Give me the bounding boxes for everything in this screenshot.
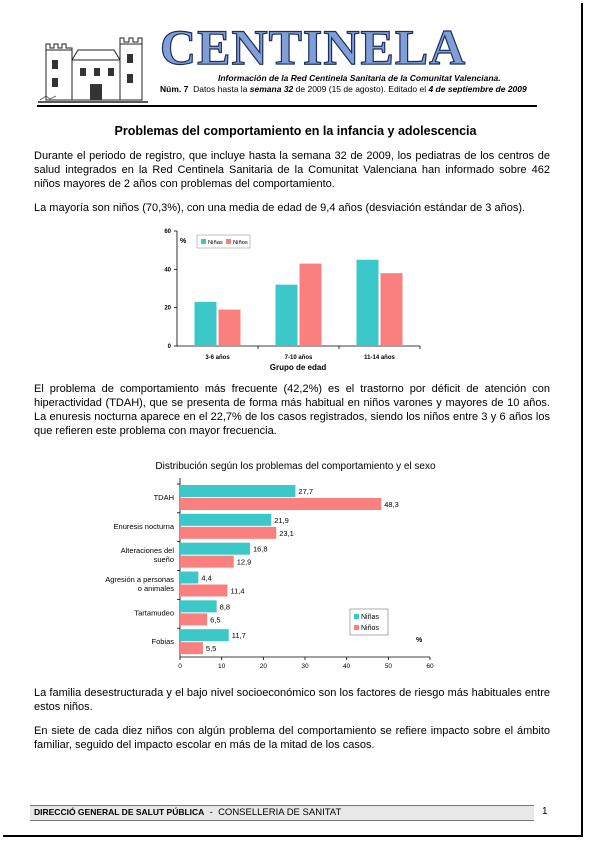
chart2-category-label: Alteraciones del sueño	[120, 546, 174, 565]
article-title: Problemas del comportamiento en la infancia y adolescencia	[114, 124, 477, 138]
chart2-data-label: 8,8	[219, 602, 231, 612]
chart1-legend	[197, 235, 250, 248]
footer-org: DIRECCIÓ GENERAL DE SALUT PÚBLICA	[34, 807, 205, 817]
chart2-legend	[350, 609, 388, 635]
chart1-bar-ninos-7-10-anos	[300, 264, 322, 346]
chart2-x-axis-label: %	[416, 637, 423, 644]
chart1-bar-ninas-3-6-anos	[195, 302, 217, 346]
chart1-legend-swatch-ninas	[201, 239, 206, 244]
chart2-x-tick-label: 40	[343, 663, 351, 670]
chart1-y-tick-label: 60	[164, 229, 171, 235]
chart1-y-tick-label: 0	[167, 344, 171, 350]
masthead-meta	[160, 84, 527, 94]
chart2-bar-ninas-alteraciones-del-sueno	[180, 543, 250, 555]
chart2-category-label: Tartamudeo	[134, 608, 174, 618]
chart2-category-label: Agresión a personas o animales	[105, 575, 174, 593]
chart2-category-label: Enuresis nocturna	[113, 521, 174, 531]
chart2-bar-ninas-enuresis-nocturna	[180, 514, 271, 526]
chart2-data-label: 12,9	[236, 557, 252, 567]
chart1-y-axis-label: %	[180, 238, 187, 245]
masthead-title: CENTINELA	[160, 19, 467, 75]
chart2-data-label: 5,5	[205, 644, 217, 654]
chart2-data-label: 11,4	[230, 586, 245, 596]
chart2-bar-ninos-tartamudeo	[180, 613, 207, 625]
chart2-x-tick-label: 20	[259, 663, 267, 670]
header-rule	[37, 105, 537, 107]
chart2-x-tick-label: 50	[384, 663, 392, 670]
chart2-bar-ninos-enuresis-nocturna	[180, 527, 276, 539]
chart2-data-label: 16,8	[253, 544, 268, 554]
chart2-category-label: Fobias	[151, 637, 174, 647]
chart1-x-tick-label: 3-6 años	[205, 355, 230, 361]
chart2-x-tick-label: 30	[301, 663, 309, 670]
chart2-data-label: 11,7	[231, 631, 246, 641]
chart1-bar-ninos-11-14-anos	[381, 273, 403, 346]
chart2-bar-ninas-tartamudeo	[180, 600, 217, 612]
paragraph-impact: En siete de cada diez niños con algún problema del comportamiento se refiere impacto sobre el ámbito familiar, seguido del impacto escolar en más de la mitad de los casos.	[34, 725, 550, 751]
chart1-x-tick-label: 7-10 años	[284, 355, 313, 361]
chart1-y-tick-label: 20	[164, 305, 171, 312]
chart2-category-label: TDAH	[153, 493, 174, 502]
paragraph-risk-factors: La familia desestructurada y el bajo nivel socioeconómico son los factores de riesgo más habituales entre estos niños.	[34, 687, 550, 713]
chart1-legend-swatch-ninos	[226, 239, 231, 244]
chart2-x-tick-label: 10	[218, 663, 226, 670]
chart2-data-label: 27,7	[298, 487, 314, 496]
chart1-legend-label-ninas: Niñas	[208, 240, 223, 246]
chart1-bar-ninas-7-10-anos	[276, 285, 298, 346]
chart2-bar-ninos-tdah	[180, 498, 381, 510]
page-number: 1	[542, 806, 548, 817]
meta-text-a: Datos hasta la	[193, 84, 248, 94]
age-group-bar-chart	[150, 222, 440, 380]
chart2-bar-ninas-agresion-a-personas-o-animales	[180, 572, 198, 584]
footer-dept: CONSELLERIA DE SANITAT	[218, 807, 342, 818]
chart2-bar-ninas-tdah	[180, 485, 295, 497]
chart1-y-tick-label: 40	[164, 267, 171, 274]
chart1-x-tick-label: 11-14 años	[364, 355, 395, 361]
chart2-bar-ninos-alteraciones-del-sueno	[180, 556, 234, 568]
footer-separator: -	[209, 807, 213, 818]
masthead-subtitle: Información de la Red Centinela Sanitaria de la Comunitat Valenciana.	[218, 73, 501, 83]
issue-number: Núm. 7	[160, 84, 189, 94]
problems-by-sex-bar-chart	[98, 474, 448, 672]
chart1-bar-ninos-3-6-anos	[219, 310, 241, 346]
chart2-legend-swatch-ninos	[354, 625, 359, 630]
meta-date: 4 de septiembre de 2009	[428, 84, 527, 94]
chart2-legend-label-ninas: Niñas	[361, 614, 379, 621]
chart2-x-tick-label: 0	[178, 663, 182, 670]
paragraph-tdah: El problema de comportamiento más frecuente (42,2%) es el trastorno por déficit de atención con hiperactividad (TDAH), que se presenta de forma más habitual en niños varones y mayores de 10 años. La enuresis nocturna aparece en el 22,7% de los casos registrados, siendo los niños entre 3 y 6 años los que refieren este problema con mayor frecuencia.	[34, 383, 550, 437]
chart1-legend-label-ninos: Niños	[233, 240, 248, 246]
chart2-data-label: 4,4	[201, 573, 212, 583]
chart1-bar-ninas-11-14-anos	[357, 260, 379, 346]
footer-text	[34, 807, 341, 818]
chart2-bar-ninos-agresion-a-personas-o-animales	[180, 585, 228, 597]
paragraph-intro: Durante el periodo de registro, que incluye hasta la semana 32 de 2009, los pediatras de los centros de salud integrados en la Red Centinela Sanitaria de la Comunitat Valenciana han informado sobre 462 niños mayores de 2 años con problemas del comportamiento.	[34, 150, 550, 190]
castle-logo	[38, 24, 148, 104]
chart2-x-tick-label: 60	[426, 663, 434, 670]
chart2-data-label: 48,3	[384, 500, 399, 509]
chart2-data-label: 21,9	[274, 515, 289, 525]
chart2-title: Distribución según los problemas del comportamiento y el sexo	[155, 461, 436, 472]
chart2-data-label: 23,1	[279, 528, 294, 538]
chart2-legend-label-ninos: Niños	[361, 625, 379, 632]
meta-week: semana 32	[249, 84, 294, 94]
chart1-x-axis-label: Grupo de edad	[269, 363, 327, 372]
footer-bar	[30, 805, 534, 821]
chart2-data-label: 6,5	[210, 615, 221, 625]
chart2-bar-ninos-fobias	[180, 642, 203, 654]
chart2-legend-swatch-ninas	[354, 614, 359, 619]
chart2-bar-ninas-fobias	[180, 629, 229, 641]
meta-text-b: de 2009 (15 de agosto). Editado el	[295, 84, 427, 94]
paragraph-demographics: La mayoría son niños (70,3%), con una media de edad de 9,4 años (desviación estándar de 3 años).	[34, 202, 526, 214]
